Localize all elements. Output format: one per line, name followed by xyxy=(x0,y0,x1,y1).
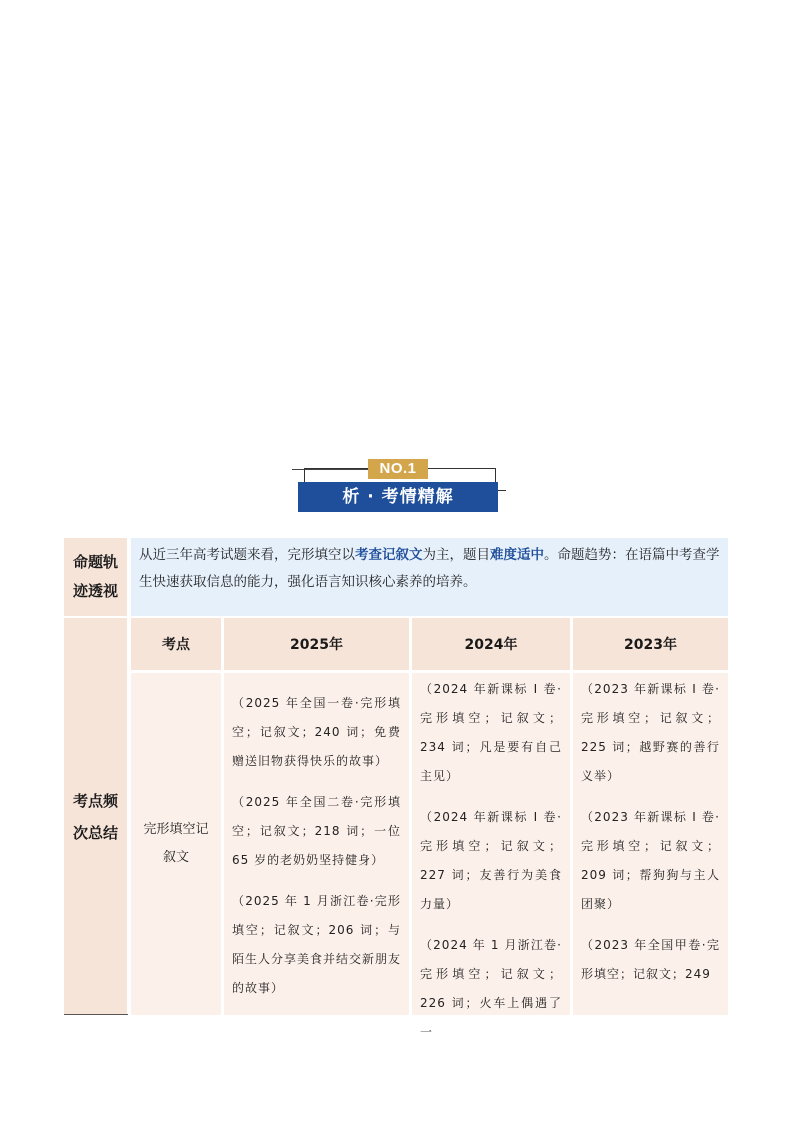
exam-entry: （2025 年全国一卷·完形填空；记叙文；240 词；免费赠送旧物获得快乐的故事） xyxy=(232,696,401,768)
exam-entry: （2023 年全国甲卷·完形填空；记叙文；249 xyxy=(581,938,720,981)
cell-2023 xyxy=(573,673,728,1015)
trend-row-header xyxy=(64,538,127,616)
banner-rule-right xyxy=(498,490,506,491)
exam-entry: （2023 年新课标 I 卷·完形填空；记叙文；225 词；越野赛的善行义举） xyxy=(581,682,720,783)
cell-2024 xyxy=(412,673,570,1039)
topic-text: 完形填空记叙文 xyxy=(143,822,209,865)
topic-cell xyxy=(131,673,221,1015)
column-header-2024: 2024年 xyxy=(412,618,570,670)
trend-highlight-2: 难度适中 xyxy=(490,547,544,563)
section-title: 析 · 考情精解 xyxy=(298,482,498,512)
trend-text-3: 。命题趋势：在语篇中考查学生快速获取信息的能力，强化语言知识核心素养的培养。 xyxy=(139,547,720,590)
trend-text-1: 从近三年高考试题来看，完形填空以 xyxy=(139,547,355,563)
column-header-topic: 考点 xyxy=(131,618,221,670)
exam-entry: （2024 年新课标 I 卷·完形填空；记叙文；234 词；凡是要有自己主见） xyxy=(420,682,562,783)
summary-row xyxy=(64,618,728,1039)
trend-row xyxy=(64,538,728,616)
summary-row-label: 考点频次总结 xyxy=(72,791,118,842)
table-bottom-rule xyxy=(64,1014,128,1015)
section-banner xyxy=(290,456,510,516)
trend-description xyxy=(131,538,728,616)
exam-entry: （2024 年 1 月浙江卷·完形填空；记叙文；226 词；火车上偶遇了一 xyxy=(420,938,562,1039)
exam-entry: （2025 年 1 月浙江卷·完形填空；记叙文；206 词；与陌生人分享美食并结交新朋友的故事） xyxy=(232,894,402,995)
trend-text-2: 为主，题目 xyxy=(422,547,490,563)
exam-entry: （2025 年全国二卷·完形填空；记叙文；218 词；一位 65 岁的老奶奶坚持健身） xyxy=(232,795,401,867)
trend-row-label: 命题轨迹透视 xyxy=(72,553,118,600)
trend-highlight-1: 考查记叙文 xyxy=(355,547,423,563)
cell-2025 xyxy=(224,673,409,1015)
section-number-tag: NO.1 xyxy=(368,459,428,479)
summary-row-header xyxy=(64,618,127,1015)
exam-entry: （2023 年新课标 I 卷·完形填空；记叙文；209 词；帮狗狗与主人团聚） xyxy=(581,810,720,911)
exam-entry: （2024 年新课标 I 卷·完形填空；记叙文；227 词；友善行为美食力量） xyxy=(420,810,562,911)
column-header-2023: 2023年 xyxy=(573,618,728,670)
column-header-2025: 2025年 xyxy=(224,618,409,670)
